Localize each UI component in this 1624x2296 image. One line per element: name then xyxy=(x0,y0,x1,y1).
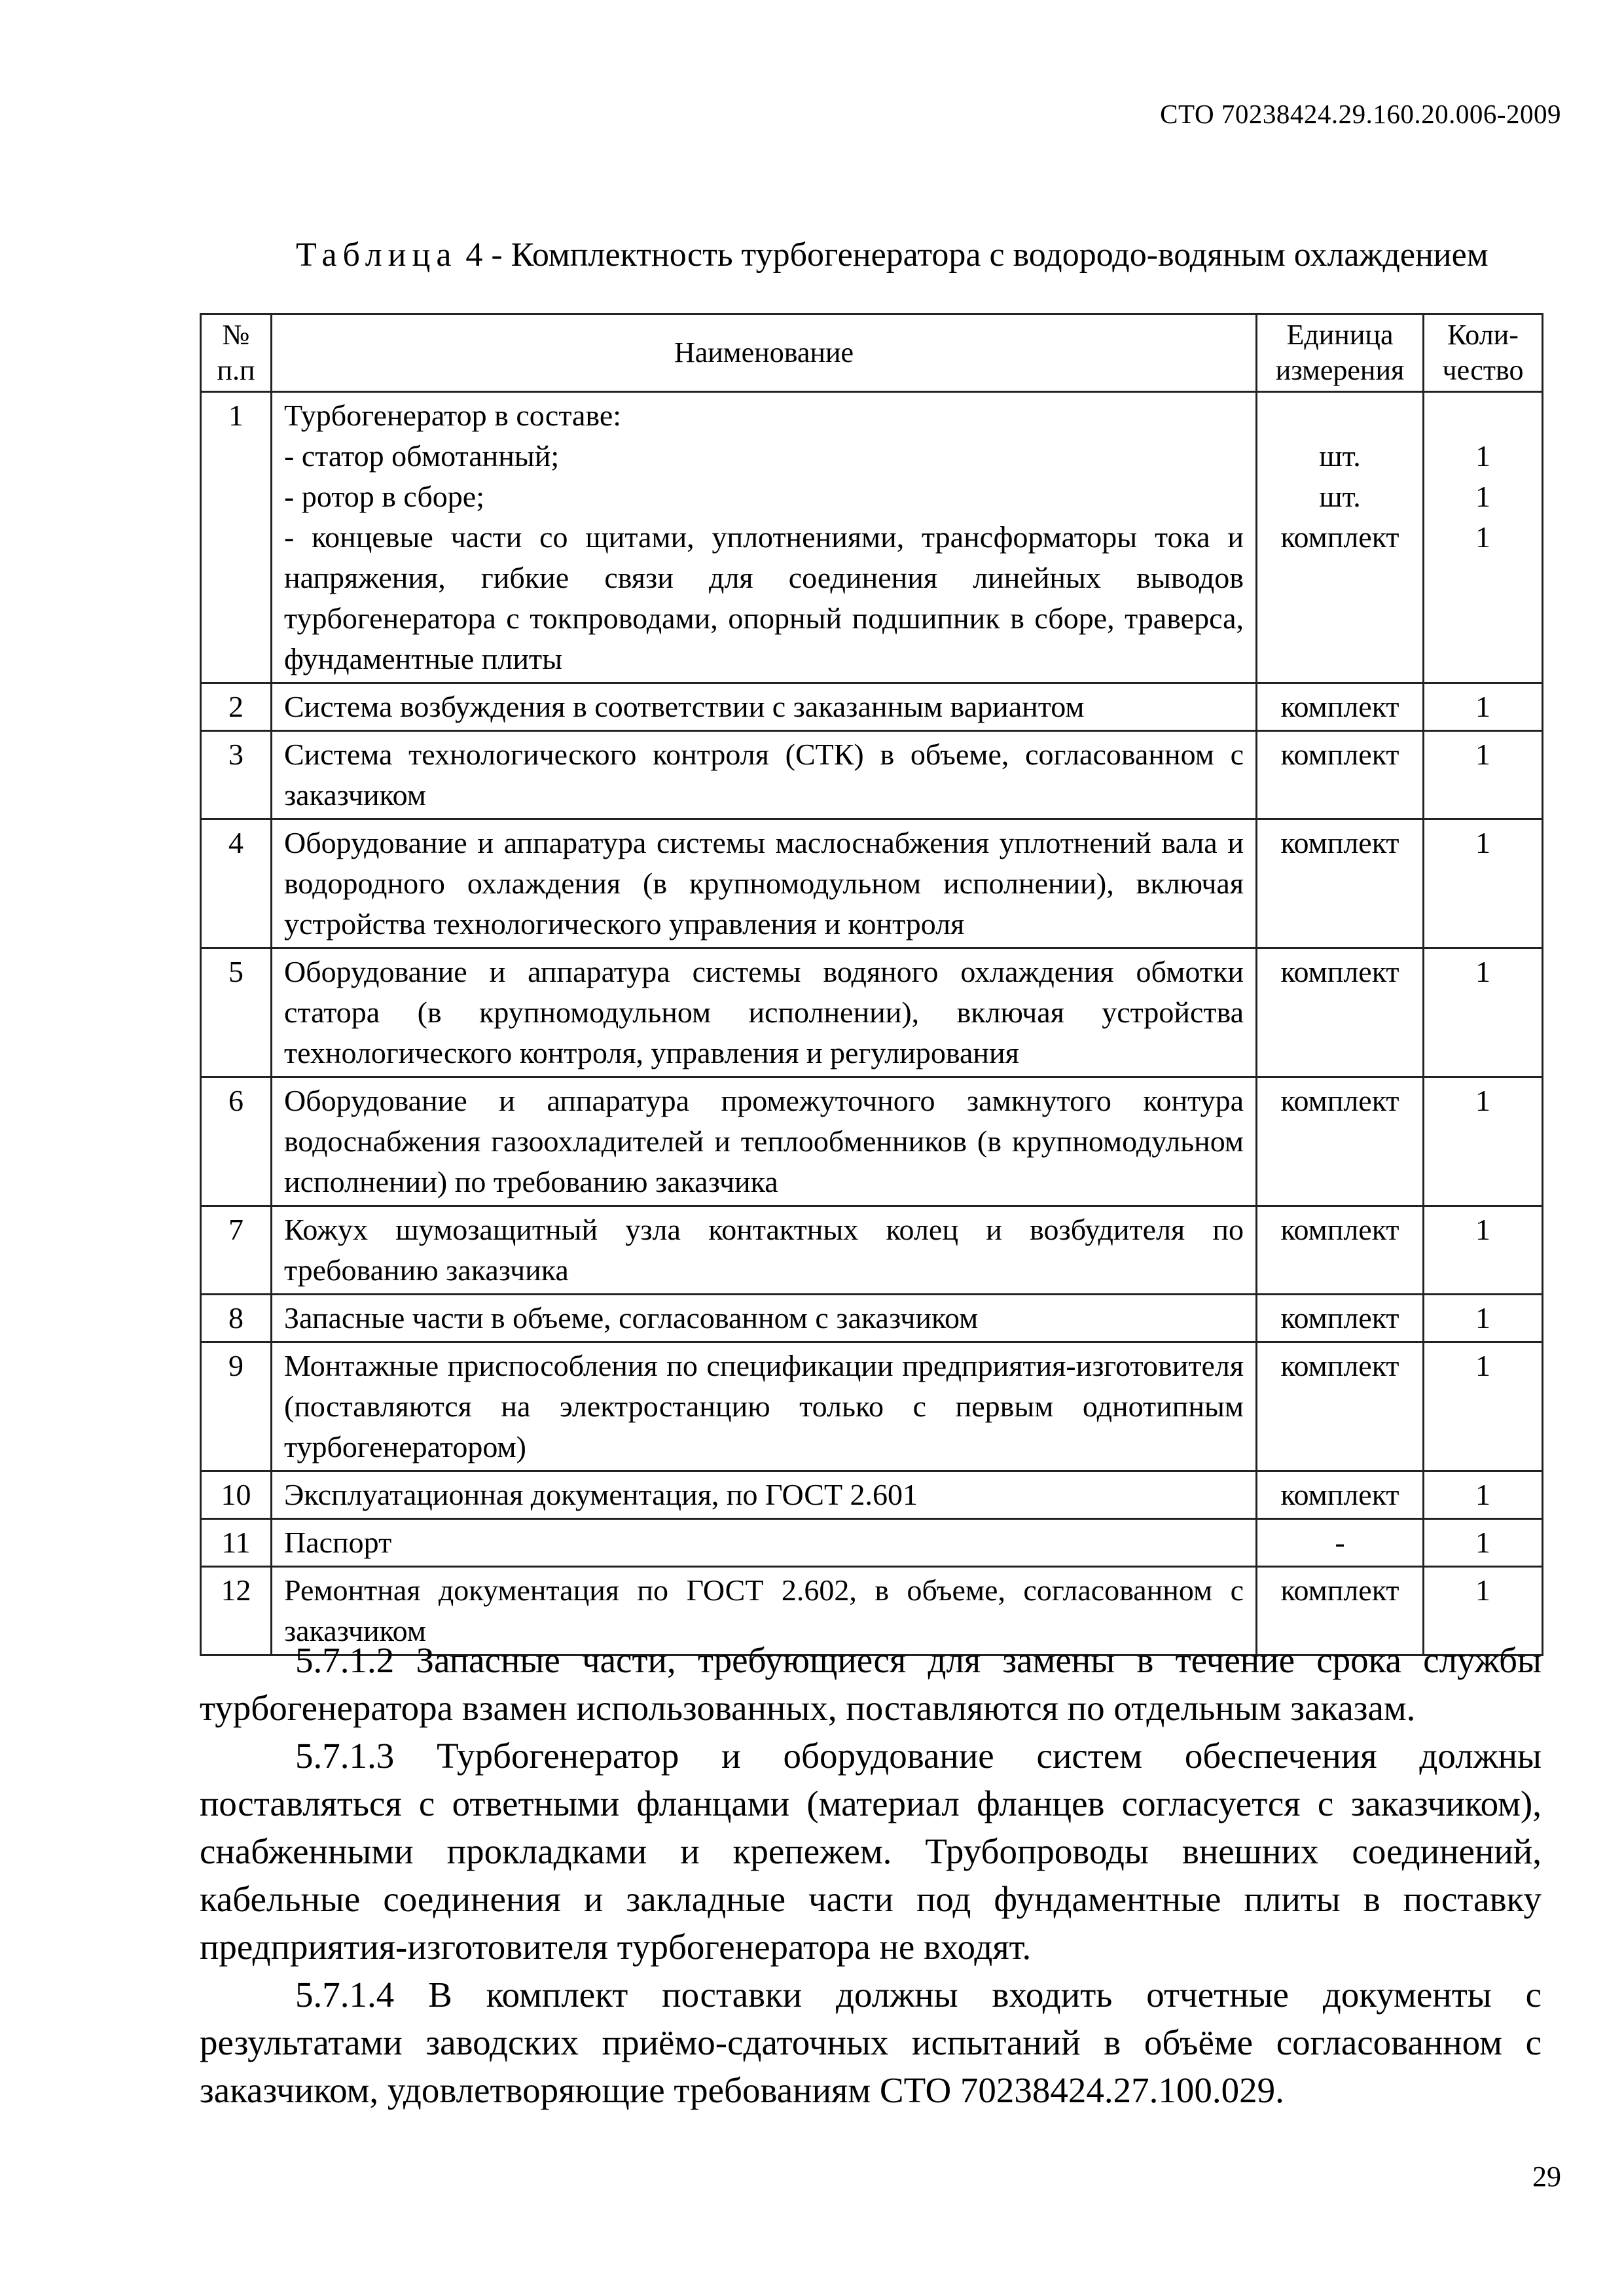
row-quantity: 1 xyxy=(1424,683,1543,731)
row-name: Запасные части в объеме, согласованном с заказчиком xyxy=(272,1295,1257,1342)
row-name: Кожух шумозащитный узла контактных колец и возбудителя по требованию заказчика xyxy=(272,1206,1257,1295)
row-unit: шт. шт. комплект xyxy=(1257,392,1424,683)
header-number: № п.п xyxy=(201,314,272,392)
row-number: 10 xyxy=(201,1471,272,1519)
paragraph-5-7-1-3: 5.7.1.3 Турбогенератор и оборудование систем обеспечения должны поставляться с ответными фланцами (материал фланцев согласуется с заказчиком), снабженными прокладками и крепежем. Трубопроводы внешних соединений, кабельные соединения и закладные части под фундаментные плиты в поставку предприятия-изготовителя турбогенератора не входят. xyxy=(200,1736,1542,1967)
row-quantity: 1 xyxy=(1424,948,1543,1077)
row-quantity: 1 1 1 xyxy=(1424,392,1543,683)
row-name: Система возбуждения в соответствии с заказанным вариантом xyxy=(272,683,1257,731)
row-quantity: 1 xyxy=(1424,731,1543,819)
table-caption xyxy=(296,236,1561,275)
table-row xyxy=(201,1471,1543,1519)
row-quantity: 1 xyxy=(1424,1077,1543,1206)
row-unit: комплект xyxy=(1257,731,1424,819)
row-quantity: 1 xyxy=(1424,1206,1543,1295)
row-name xyxy=(272,392,1257,683)
row-unit: комплект xyxy=(1257,1295,1424,1342)
row-number: 4 xyxy=(201,819,272,948)
row-name: Эксплуатационная документация, по ГОСТ 2.601 xyxy=(272,1471,1257,1519)
row-intro: Турбогенератор в составе: xyxy=(284,399,622,432)
table-row xyxy=(201,948,1543,1077)
header-unit: Единица измерения xyxy=(1257,314,1424,392)
row-number: 7 xyxy=(201,1206,272,1295)
caption-label: Таблица xyxy=(296,236,458,274)
row-number: 11 xyxy=(201,1519,272,1567)
row-number: 9 xyxy=(201,1342,272,1471)
table-row xyxy=(201,819,1543,948)
document-code: СТО 70238424.29.160.20.006-2009 xyxy=(1160,99,1561,129)
row-number: 5 xyxy=(201,948,272,1077)
row-quantity: 1 xyxy=(1424,1342,1543,1471)
row-number: 1 xyxy=(201,392,272,683)
table-row xyxy=(201,1077,1543,1206)
row-number: 12 xyxy=(201,1567,272,1655)
row-quantity: 1 xyxy=(1424,1295,1543,1342)
paragraph-5-7-1-2: 5.7.1.2 Запасные части, требующиеся для замены в течение срока службы турбогенератора взамен использованных, поставляются по отдельным заказам. xyxy=(200,1640,1542,1728)
paragraph-5-7-1-4: 5.7.1.4 В комплект поставки должны входить отчетные документы с результатами заводских приёмо-сдаточных испытаний в объёме согласованном с заказчиком, удовлетворяющие требованиям СТО 70238424.27.100.029. xyxy=(200,1975,1542,2110)
row-number: 8 xyxy=(201,1295,272,1342)
row-unit: комплект xyxy=(1257,1077,1424,1206)
row-name: Оборудование и аппаратура системы маслоснабжения уплотнений вала и водородного охлаждения (в крупномодульном исполнении), включая устройства технологического управления и контроля xyxy=(272,819,1257,948)
row-name: Оборудование и аппаратура системы водяного охлаждения обмотки статора (в крупномодульном исполнении), включая устройства технологического контроля, управления и регулирования xyxy=(272,948,1257,1077)
row-subitem: - концевые части со щитами, уплотнениями, трансформаторы тока и напряжения, гибкие связи для соединения линейных выводов турбогенератора с токпроводами, опорный подшипник в сборе, траверса, фундаментные плиты xyxy=(284,520,1244,675)
row-unit: комплект xyxy=(1257,1471,1424,1519)
table-row xyxy=(201,1342,1543,1471)
row-name: Паспорт xyxy=(272,1519,1257,1567)
table-row xyxy=(201,392,1543,683)
row-number: 3 xyxy=(201,731,272,819)
row-name: Оборудование и аппаратура промежуточного замкнутого контура водоснабжения газоохладителей и теплообменников (в крупномодульном исполнении) по требованию заказчика xyxy=(272,1077,1257,1206)
row-quantity: 1 xyxy=(1424,1519,1543,1567)
completeness-table xyxy=(200,313,1543,1656)
row-name: Ремонтная документация по ГОСТ 2.602, в объеме, согласованном с заказчиком xyxy=(272,1567,1257,1655)
row-number: 6 xyxy=(201,1077,272,1206)
header-quantity: Коли- чество xyxy=(1424,314,1543,392)
row-name: Система технологического контроля (СТК) в объеме, согласованном с заказчиком xyxy=(272,731,1257,819)
table-header-row xyxy=(201,314,1543,392)
caption-title: - Комплектность турбогенератора с водородо-водяным охлаждением xyxy=(491,236,1489,274)
row-unit: - xyxy=(1257,1519,1424,1567)
caption-number: 4 xyxy=(465,236,483,274)
row-number: 2 xyxy=(201,683,272,731)
row-quantity: 1 xyxy=(1424,1471,1543,1519)
row-subitem: - статор обмотанный; xyxy=(284,439,560,473)
header-name: Наименование xyxy=(272,314,1257,392)
table-row xyxy=(201,731,1543,819)
row-unit: комплект xyxy=(1257,948,1424,1077)
page-number: 29 xyxy=(1532,2161,1561,2193)
row-unit: комплект xyxy=(1257,1342,1424,1471)
row-name: Монтажные приспособления по спецификации предприятия-изготовителя (поставляются на электростанцию только с первым однотипным турбогенератором) xyxy=(272,1342,1257,1471)
table-row xyxy=(201,683,1543,731)
table-row xyxy=(201,1295,1543,1342)
row-unit: комплект xyxy=(1257,1567,1424,1655)
row-unit: комплект xyxy=(1257,683,1424,731)
table-row xyxy=(201,1519,1543,1567)
table-row xyxy=(201,1206,1543,1295)
row-quantity: 1 xyxy=(1424,819,1543,948)
body-text xyxy=(200,1636,1542,2114)
row-unit: комплект xyxy=(1257,1206,1424,1295)
row-subitem: - ротор в сборе; xyxy=(284,480,485,513)
row-quantity: 1 xyxy=(1424,1567,1543,1655)
row-unit: комплект xyxy=(1257,819,1424,948)
